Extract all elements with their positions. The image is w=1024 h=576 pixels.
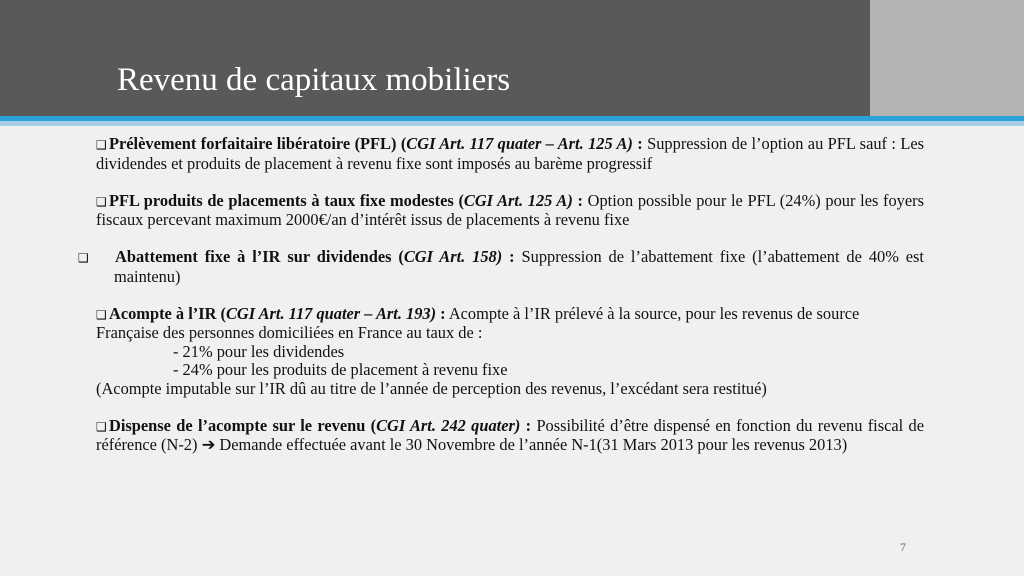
legal-reference: CGI Art. 242 quater) [376,415,521,435]
acompte-note: (Acompte imputable sur l’IR dû au titre de l’année de perception des revenus, l’excédant sera restitué) [96,378,767,398]
page-number: 7 [900,540,906,554]
bullet-text-continued: Demande effectuée avant le 30 Novembre de l’année N-1(31 Mars 2013 pour les revenus 2013) [215,435,848,454]
heading-separator: : [502,247,515,266]
legal-reference: CGI Art. 125 A) [463,190,573,210]
bullet-text: Possibilité d’être dispensé en fonction du revenu fiscal de référence (N-2) [96,415,924,454]
slide-title: Revenu de capitaux mobiliers [117,62,511,98]
legal-reference: CGI Art. 158) [403,247,503,266]
bullet-heading: Abattement fixe à l’IR sur dividendes ( [115,247,404,266]
bullet-item-dispense [96,417,924,455]
checkbox-bullet-icon: ❑ [96,419,107,434]
bullet-item-pfl-modest [96,192,924,230]
rate-line-fixed-income: - 24% pour les produits de placement à revenu fixe [173,360,508,379]
checkbox-bullet-icon: ❑ [78,251,89,265]
heading-separator: : [632,134,643,153]
bullet-heading: Dispense de l’acompte sur le revenu ( [109,415,377,435]
bullet-heading: Acompte à l’IR ( [109,303,226,323]
header-corner-block [870,0,1024,116]
bullet-item-abattement [78,247,924,286]
header-bar [0,0,870,116]
heading-separator: : [520,415,532,435]
bullet-text: Acompte à l’IR prélevé à la source, pour les revenus de source Française des personnes domiciliées en France au taux de : [96,303,860,342]
bullet-heading: Prélèvement forfaitaire libératoire (PFL) ( [109,134,407,153]
legal-reference: CGI Art. 117 quater – Art. 125 A) [406,134,633,153]
bullet-heading: PFL produits de placements à taux fixe modestes ( [109,190,464,210]
arrow-right-icon: ➔ [201,435,216,454]
bullet-text: Suppression de l’option au PFL sauf : Les dividendes et produits de placement à revenu fixe sont imposés au barème progressif [96,134,924,173]
heading-separator: : [436,303,446,323]
bullet-text: Suppression de l’abattement fixe (l’abattement de 40% est maintenu) [114,247,924,286]
checkbox-bullet-icon: ❑ [96,194,107,209]
header-accent-stripe-light [0,121,1024,126]
legal-reference: CGI Art. 117 quater – Art. 193) [225,303,437,323]
checkbox-bullet-icon: ❑ [96,138,107,152]
bullet-item-pfl [96,135,924,173]
heading-separator: : [572,190,583,210]
bullet-item-acompte [96,305,924,399]
rate-line-dividends: - 21% pour les dividendes [173,341,345,361]
checkbox-bullet-icon: ❑ [96,307,107,322]
slide-content [78,134,924,473]
bullet-text: Option possible pour le PFL (24%) pour les foyers fiscaux percevant maximum 2000€/an d’intérêt issus de placements à revenu fixe [96,190,924,229]
